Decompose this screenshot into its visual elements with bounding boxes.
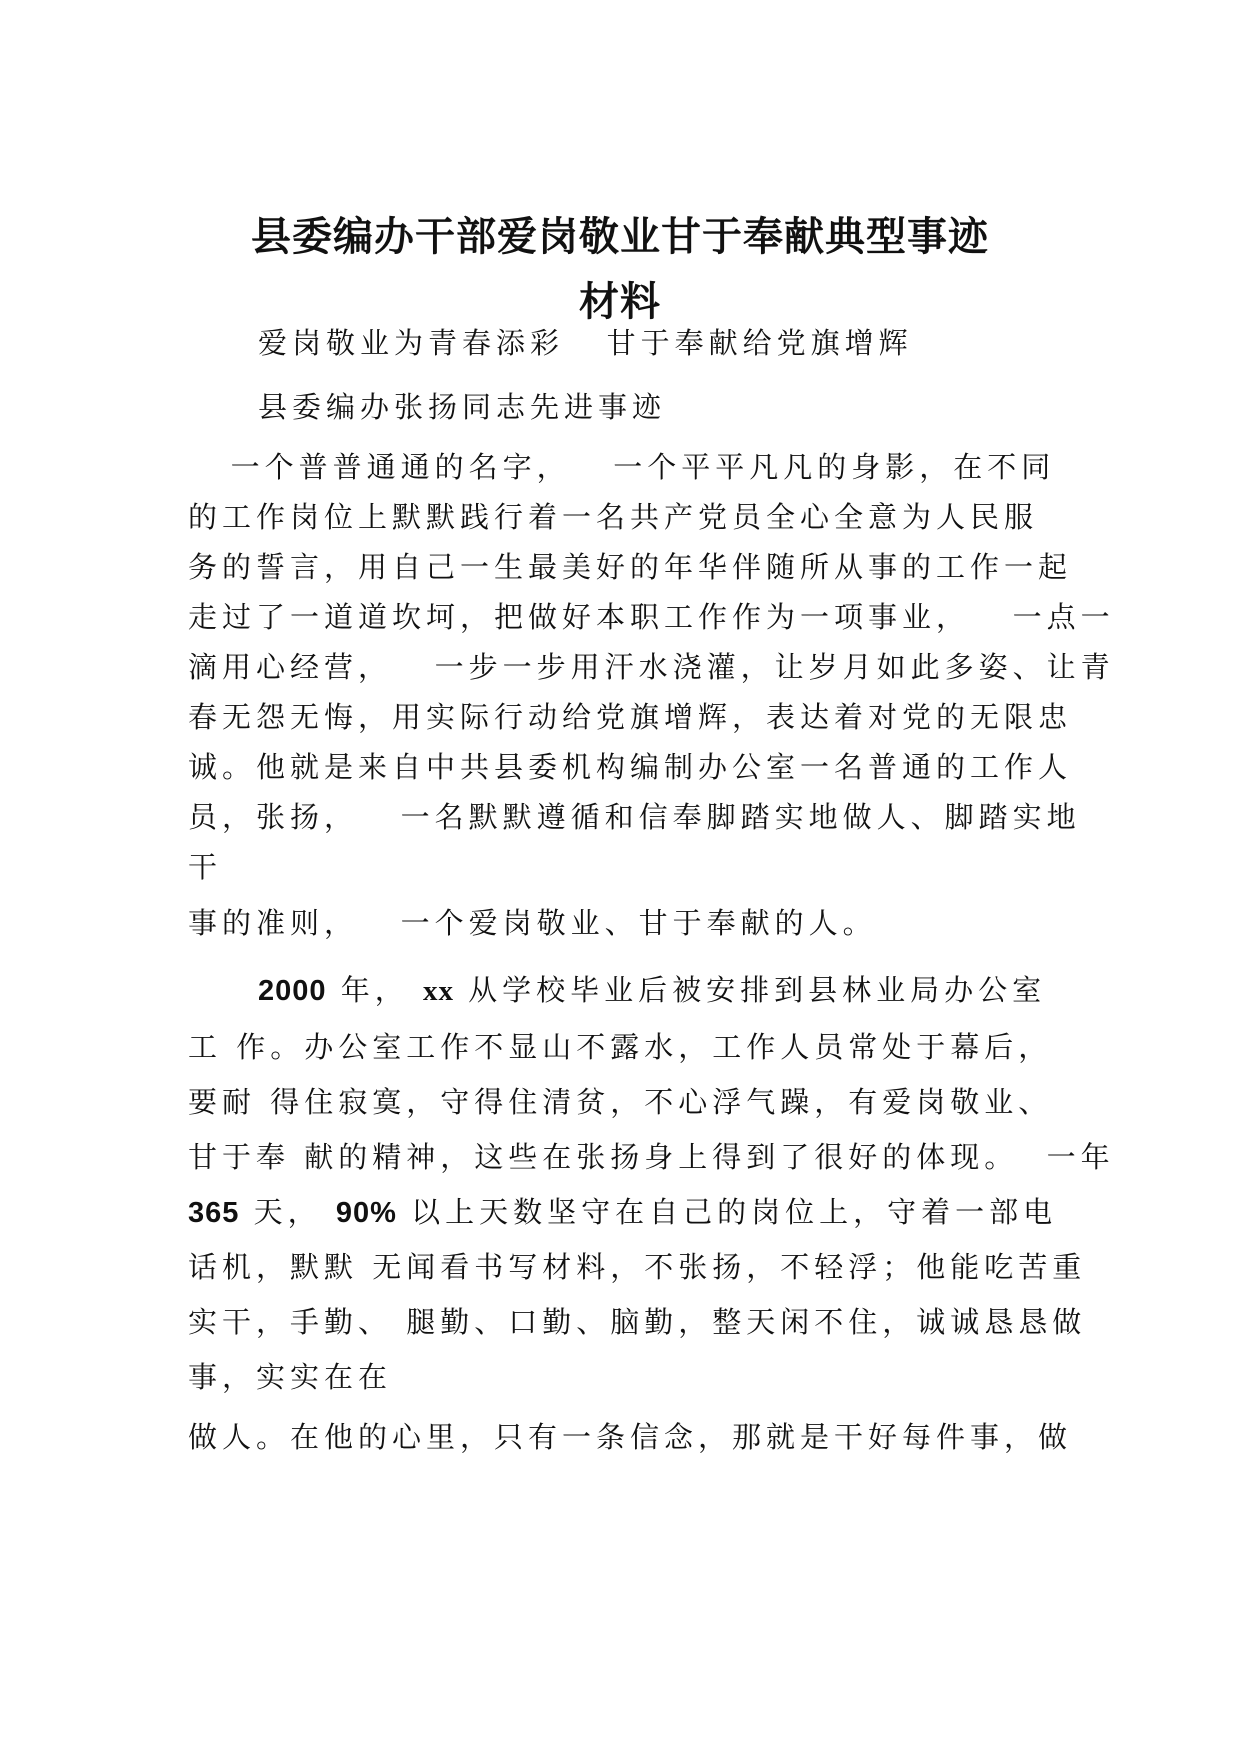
paragraph-line: 实干，手勤、 腿勤、口勤、脑勤，整天闲不住，诚诚恳恳做 [188, 1305, 1087, 1339]
document-title-line-2: 材料 [579, 279, 661, 325]
paragraph-line [258, 970, 1046, 1011]
paragraph-line: 务的誓言，用自己一生最美好的年华伴随所从事的工作一起 [188, 550, 1073, 584]
days-value: 365 [188, 1197, 240, 1229]
year-value: 2000 [258, 975, 327, 1007]
paragraph-line: 工 作。办公室工作不显山不露水，工作人员常处于幕后， [188, 1030, 1053, 1064]
paragraph-line: 的工作岗位上默默践行着一名共产党员全心全意为人民服 [188, 500, 1039, 534]
paragraph-line: 做人。在他的心里，只有一条信念，那就是干好每件事，做 [188, 1420, 1073, 1454]
paragraph-line: 事的准则， 一个爱岗敬业、甘于奉献的人。 [188, 906, 877, 940]
paragraph-line: 春无怨无悔，用实际行动给党旗增辉，表达着对党的无限忠 [188, 700, 1073, 734]
percent-value: 90% [335, 1197, 397, 1229]
text-run: 从学校毕业后被安排到县林业局办公室 [453, 973, 1047, 1007]
paragraph-line: 诚。他就是来自中共县委机构编制办公室一名普通的工作人 [188, 750, 1073, 784]
paragraph-line: 甘于奉 献的精神，这些在张扬身上得到了很好的体现。 一年 [188, 1140, 1115, 1174]
paragraph-line: 要耐 得住寂寞，守得住清贫，不心浮气躁，有爱岗敬业、 [188, 1085, 1053, 1119]
paragraph-line: 干 [188, 850, 223, 884]
paragraph-line: 事，实实在在 [188, 1360, 393, 1394]
document-title-line-1: 县委编办干部爱岗敬业甘于奉献典型事迹 [251, 214, 989, 260]
text-run: 以上天数坚守在自己的岗位上，守着一部电 [396, 1195, 1058, 1229]
paragraph-line: 滴用心经营， 一步一步用汗水浇灌，让岁月如此多姿、让青 [188, 650, 1115, 684]
placeholder-name: xx [422, 975, 454, 1007]
subtitle-byline: 县委编办张扬同志先进事迹 [258, 390, 667, 424]
subtitle-slogan: 爱岗敬业为青春添彩 甘于奉献给党旗增辉 [258, 326, 913, 360]
text-run: 年， [326, 973, 423, 1007]
paragraph-line [188, 1192, 1057, 1233]
paragraph-line: 一个普普通通的名字， 一个平平凡凡的身影，在不同 [188, 450, 1056, 484]
text-run: 天， [239, 1195, 336, 1229]
paragraph-line: 话机，默默 无闻看书写材料，不张扬，不轻浮；他能吃苦重 [188, 1250, 1087, 1284]
paragraph-line: 走过了一道道坎坷，把做好本职工作作为一项事业， 一点一 [188, 600, 1115, 634]
paragraph-line: 员，张扬， 一名默默遵循和信奉脚踏实地做人、脚踏实地 [188, 800, 1081, 834]
